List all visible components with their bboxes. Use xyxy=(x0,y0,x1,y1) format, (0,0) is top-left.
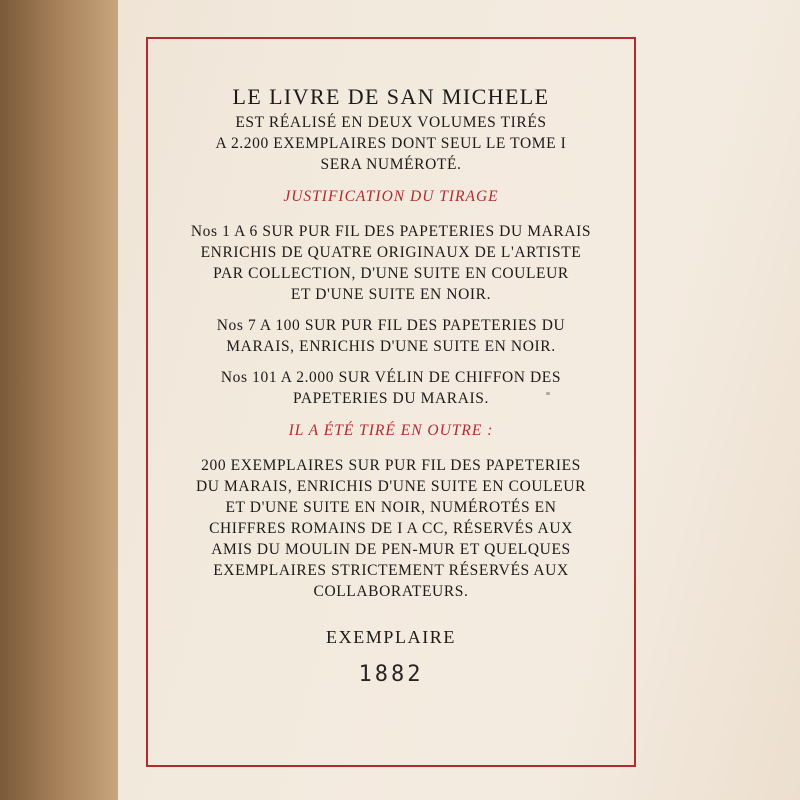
book-gutter-shadow xyxy=(0,0,120,800)
extra-line: EXEMPLAIRES STRICTEMENT RÉSERVÉS AUX xyxy=(213,562,569,579)
tier-line: PAR COLLECTION, D'UNE SUITE EN COULEUR xyxy=(213,265,569,282)
tier-line: Nos 1 A 6 SUR PUR FIL DES PAPETERIES DU MARAIS xyxy=(190,223,592,240)
extra-line: ET D'UNE SUITE EN NOIR, NUMÉROTÉS EN xyxy=(225,499,557,516)
tier-paragraph-1-6 xyxy=(146,221,636,305)
exemplaire-label: EXEMPLAIRE xyxy=(326,627,456,647)
colophon-text-block xyxy=(146,37,636,688)
tier-line: PAPETERIES DU MARAIS. xyxy=(293,390,489,407)
extra-line: DU MARAIS, ENRICHIS D'UNE SUITE EN COULEUR xyxy=(195,478,587,495)
extra-paragraph xyxy=(146,455,636,602)
justification-heading: JUSTIFICATION DU TIRAGE xyxy=(283,188,499,205)
extra-heading: IL A ÉTÉ TIRÉ EN OUTRE : xyxy=(288,422,494,439)
extra-line: COLLABORATEURS. xyxy=(313,583,469,600)
book-title: LE LIVRE DE SAN MICHELE xyxy=(232,84,550,109)
extra-line: 200 EXEMPLAIRES SUR PUR FIL DES PAPETERIES xyxy=(201,457,581,474)
tier-paragraph-101-2000 xyxy=(146,367,636,409)
extra-line: CHIFFRES ROMAINS DE I A CC, RÉSERVÉS AUX xyxy=(209,520,573,537)
intro-line: A 2.200 EXEMPLAIRES DONT SEUL LE TOME I xyxy=(215,135,567,152)
intro-paragraph xyxy=(146,112,636,175)
extra-line: AMIS DU MOULIN DE PEN-MUR ET QUELQUES xyxy=(211,541,571,558)
intro-line: SERA NUMÉROTÉ. xyxy=(320,156,462,173)
tier-paragraph-7-100 xyxy=(146,315,636,357)
exemplaire-number: 1882 xyxy=(358,662,424,687)
intro-line: EST RÉALISÉ EN DEUX VOLUMES TIRÉS xyxy=(235,114,547,131)
tier-line: Nos 7 A 100 SUR PUR FIL DES PAPETERIES DU xyxy=(216,317,566,334)
tier-line: MARAIS, ENRICHIS D'UNE SUITE EN NOIR. xyxy=(226,338,556,355)
tier-line: Nos 101 A 2.000 SUR VÉLIN DE CHIFFON DES xyxy=(220,369,562,386)
tier-line: ET D'UNE SUITE EN NOIR. xyxy=(290,286,492,303)
tier-line: ENRICHIS DE QUATRE ORIGINAUX DE L'ARTISTE xyxy=(200,244,582,261)
